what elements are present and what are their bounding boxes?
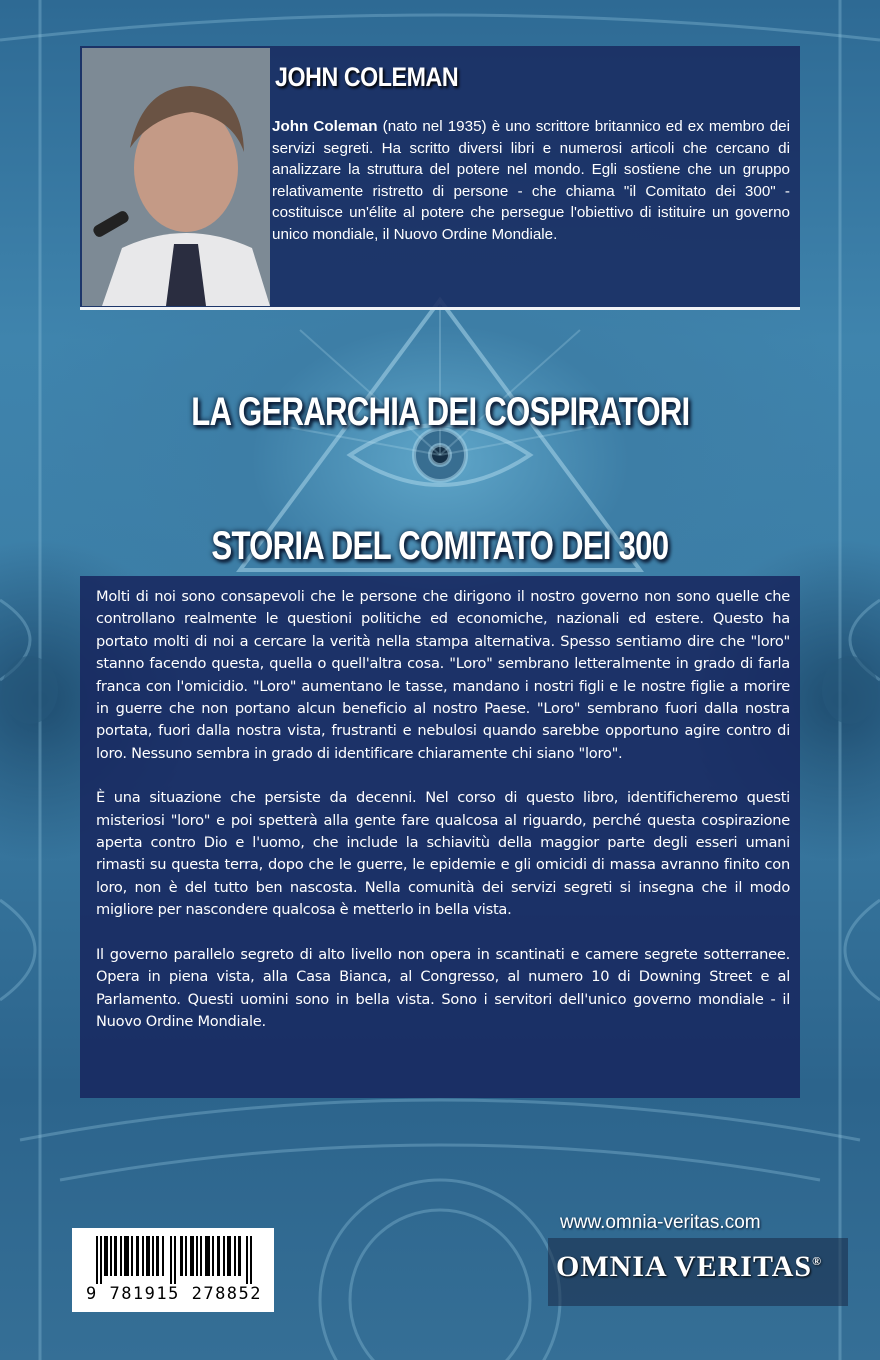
synopsis-text [96, 586, 790, 1055]
barcode-icon [96, 1236, 256, 1284]
author-bio-body: (nato nel 1935) è uno scrittore britannico ed ex membro dei servizi segreti. Ha scritto diversi libri e numerosi articoli che cercano di analizzare la struttura del potere nel mondo. Egli sostiene che un gruppo relativamente ristretto di persone - che chiama "il Comitato dei 300" - costituisce un'élite al potere che persegue l'obiettivo di istituire un governo unico mondiale, il Nuovo Ordine Mondiale. [272, 118, 790, 243]
book-subtitle [0, 524, 880, 569]
publisher-website: www.omnia-veritas.com [560, 1212, 761, 1233]
book-title [0, 390, 880, 435]
book-title-text: LA GERARCHIA DEI COSPIRATORI [190, 390, 690, 434]
synopsis-paragraph-2: È una situazione che persiste da decenni. Nel corso di questo libro, identificheremo questi misteriosi "loro" e poi spetterà alla gente fare qualcosa al riguardo, perché questa cospirazione aperta contro Dio e l'uomo, che include la schiavitù della maggior parte degli esseri umani rimasti su questa terra, dopo che le guerre, le epidemie e gli omicidi di massa avranno finito con loro, non è del tutto ben nascosta. Nella comunità dei servizi segreti si insegna che il modo migliore per nascondere qualcosa è metterlo in bella vista. [96, 789, 790, 919]
publisher-logo [556, 1250, 822, 1284]
author-bio [272, 116, 790, 246]
author-photo [82, 48, 270, 306]
isbn-number: 9 781915 278852 [85, 1284, 263, 1304]
publisher-name: OMNIA VERITAS [556, 1250, 813, 1283]
book-subtitle-text: STORIA DEL COMITATO DEI 300 [211, 524, 669, 568]
author-name: JOHN COLEMAN [275, 62, 459, 92]
synopsis-paragraph-1: Molti di noi sono consapevoli che le persone che dirigono il nostro governo non sono quelle che controllano realmente le questioni politiche ed economiche, nazionali ed estere. Questo ha portato molti di noi a cercare la verità nella stampa alternativa. Spesso sentiamo dire che "loro" stanno facendo questa, quella o quell'altra cosa. "Loro" sembrano letteralmente in grado di farla franca con l'omicidio. "Loro" aumentano le tasse, mandano i nostri figli e le nostre figlie a morire in guerre che non portano alcun beneficio al nostro Paese. "Loro" sembrano fuori dalla nostra portata, fuori dalla nostra vista, frustranti e nebulosi quando sarebbe opportuno agire contro di loro. Nessuno sembra in grado di identificare chiaramente chi siano "loro". [96, 588, 790, 762]
section-divider [80, 307, 800, 310]
author-bio-name: John Coleman [272, 118, 378, 135]
registered-mark: ® [812, 1254, 823, 1268]
synopsis-paragraph-3: Il governo parallelo segreto di alto livello non opera in scantinati e camere segrete sotterranee. Opera in piena vista, alla Casa Bianca, al Congresso, al numero 10 di Downing Street e al Parlamento. Questi uomini sono in bella vista. Sono i servitori dell'unico governo mondiale - il Nuovo Ordine Mondiale. [96, 945, 790, 1030]
